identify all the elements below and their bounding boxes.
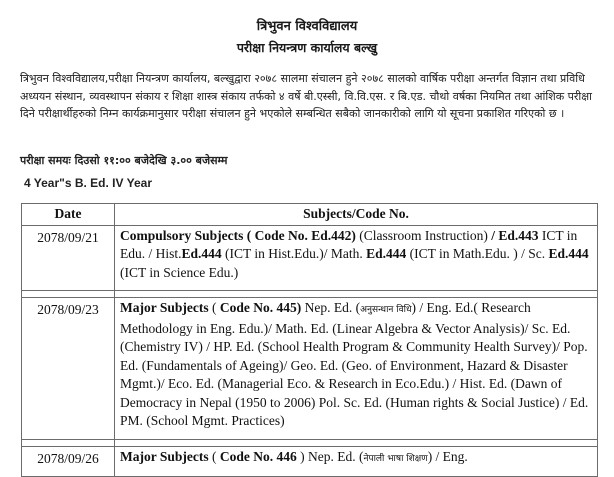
exam-date: 2078/09/21 xyxy=(22,225,115,291)
subject-heading: Compulsory Subjects ( Code No. Ed.442) xyxy=(120,227,356,243)
row-spacer xyxy=(22,291,598,298)
university-title: त्रिभुवन विश्वविद्यालय xyxy=(256,19,358,34)
exam-subjects: Major Subjects ( Code No. 445) Nep. Ed. (अनुसन्धान विधि) / Eng. Ed.( Research Methodology in Eng. Edu.)/ Math. Ed. (Linear Algebra & Vector Analysis)/ Sc. Ed. (Chemistry IV) / HP. Ed. (School Health Program & Community Health Survey)/ Pop. Ed. (Fundamentals of Ageing)/ Geo. Ed. (Geo. of Environment, Hazard & Disaster Mgmt.)/ Eco. Ed. (Managerial Eco. & Research in Eco.Edu.) / Hist. Ed. (Dawn of Democracy in Nepal (1950 to 2006) Pol. Sc. Ed. (Human rights & Social Justice) / Ed. PM. (School Mgmt. Practices) xyxy=(115,298,598,440)
exam-schedule-table xyxy=(21,203,598,477)
exam-date: 2078/09/23 xyxy=(22,298,115,440)
table-header-row xyxy=(22,204,598,226)
row-spacer xyxy=(22,439,598,446)
table-row xyxy=(22,298,598,440)
notice-paragraph: त्रिभुवन विश्वविद्यालय,परीक्षा नियन्त्रण कार्यालय, बल्खुद्वारा २०७८ सालमा संचालन हुने २०७८ सालको वार्षिक परीक्षा अन्तर्गत विज्ञान तथा प्रविधि अध्ययन संस्थान, व्यवस्थापन संकाय र शिक्षा शास्त्र संकाय तर्फको ४ वर्षे बी.एस्सी, वि.वि.एस. र बि.एड. चौथो वर्षका नियमित तथा आंशिक परीक्षा दिने परीक्षार्थीहरुको निम्न कार्यक्रमानुसार परीक्षा संचालन हुने भएकोले सम्बन्धित सबैको जानकारीको लागि यो सूचना प्रकाशित गरिएको छ । xyxy=(20,72,592,120)
exam-time: परीक्षा समयः दिउसो ११:०० बजेदेखि ३.०० बजेसम्म xyxy=(20,154,228,167)
exam-date: 2078/09/26 xyxy=(22,446,115,477)
subject-heading: Major Subjects xyxy=(120,448,209,464)
table-row xyxy=(22,446,598,477)
office-title: परीक्षा नियन्त्रण कार्यालय बल्खु xyxy=(236,40,378,55)
date-column-header: Date xyxy=(22,204,115,226)
exam-subjects: Compulsory Subjects ( Code No. Ed.442) (Classroom Instruction) / Ed.443 ICT in Edu. / Hist.Ed.444 (ICT in Hist.Edu.)/ Math. Ed.444 (ICT in Math.Edu. ) / Sc. Ed.444 (ICT in Science Edu.) xyxy=(115,225,598,291)
exam-subjects: Major Subjects ( Code No. 446 ) Nep. Ed. (नेपाली भाषा शिक्षण) / Eng. xyxy=(115,446,598,477)
subjects-column-header: Subjects/Code No. xyxy=(115,204,598,226)
subject-heading: Major Subjects xyxy=(120,300,209,315)
table-row xyxy=(22,225,598,291)
program-title: 4 Year"s B. Ed. IV Year xyxy=(24,176,152,190)
